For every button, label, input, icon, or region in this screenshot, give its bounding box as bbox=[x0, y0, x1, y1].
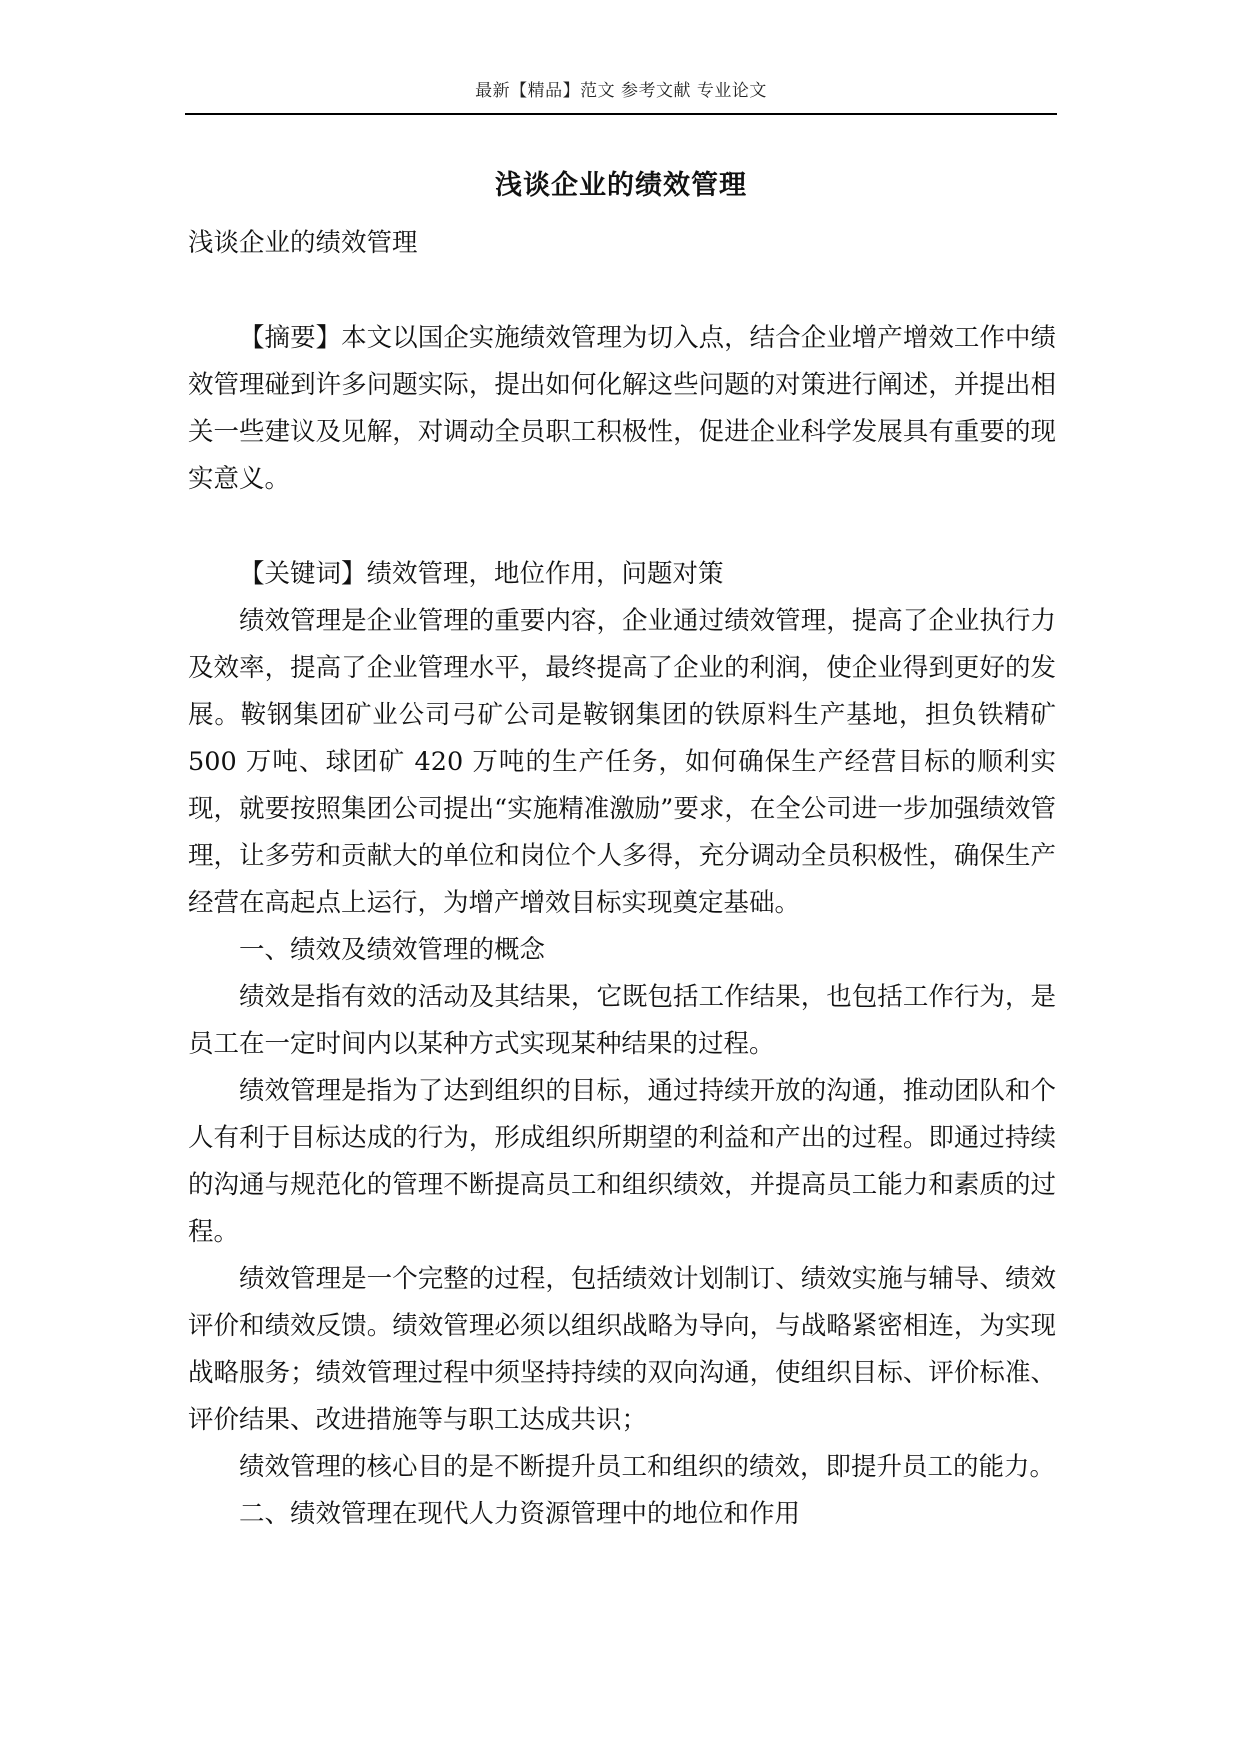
body-paragraph: 绩效管理是指为了达到组织的目标，通过持续开放的沟通，推动团队和个人有利于目标达成的行为，形成组织所期望的利益和产出的过程。即通过持续的沟通与规范化的管理不断提高员工和组织绩效，并提高员工能力和素质的过程。 bbox=[188, 1076, 1056, 1247]
body-paragraph: 绩效管理是企业管理的重要内容，企业通过绩效管理，提高了企业执行力及效率，提高了企业管理水平，最终提高了企业的利润，使企业得到更好的发展。鞍钢集团矿业公司弓矿公司是鞍钢集团的铁原料生产基地，担负铁精矿 500 万吨、球团矿 420 万吨的生产任务，如何确保生产经营目标的顺利实现，就要按照集团公司提出“实施精准激励”要求，在全公司进一步加强绩效管理，让多劳和贡献大的单位和岗位个人多得，充分调动全员积极性，确保生产经营在高起点上运行，为增产增效目标实现奠定基础。 bbox=[188, 606, 1056, 918]
section-heading: 一、绩效及绩效管理的概念 bbox=[239, 935, 546, 965]
body-paragraph: 绩效是指有效的活动及其结果，它既包括工作结果，也包括工作行为，是员工在一定时间内以某种方式实现某种结果的过程。 bbox=[188, 982, 1056, 1059]
keywords-paragraph: 【关键词】绩效管理，地位作用，问题对策 bbox=[239, 559, 724, 589]
body-paragraph: 绩效管理的核心目的是不断提升员工和组织的绩效，即提升员工的能力。 bbox=[239, 1452, 1056, 1482]
document-body bbox=[188, 220, 1056, 1538]
spacer bbox=[188, 503, 1056, 551]
section-heading: 二、绩效管理在现代人力资源管理中的地位和作用 bbox=[239, 1499, 801, 1529]
document-subtitle: 浅谈企业的绩效管理 bbox=[188, 228, 418, 258]
spacer bbox=[188, 267, 1056, 315]
body-paragraph: 绩效管理是一个完整的过程，包括绩效计划制订、绩效实施与辅导、绩效评价和绩效反馈。绩效管理必须以组织战略为导向，与战略紧密相连，为实现战略服务；绩效管理过程中须坚持持续的双向沟通，使组织目标、评价标准、评价结果、改进措施等与职工达成共识； bbox=[188, 1264, 1056, 1435]
header-divider bbox=[185, 113, 1057, 115]
page-header: 最新【精品】范文 参考文献 专业论文 bbox=[475, 81, 767, 101]
abstract-paragraph: 【摘要】本文以国企实施绩效管理为切入点，结合企业增产增效工作中绩效管理碰到许多问题实际，提出如何化解这些问题的对策进行阐述，并提出相关一些建议及见解，对调动全员职工积极性，促进企业科学发展具有重要的现实意义。 bbox=[188, 323, 1056, 494]
document-title: 浅谈企业的绩效管理 bbox=[495, 170, 747, 201]
